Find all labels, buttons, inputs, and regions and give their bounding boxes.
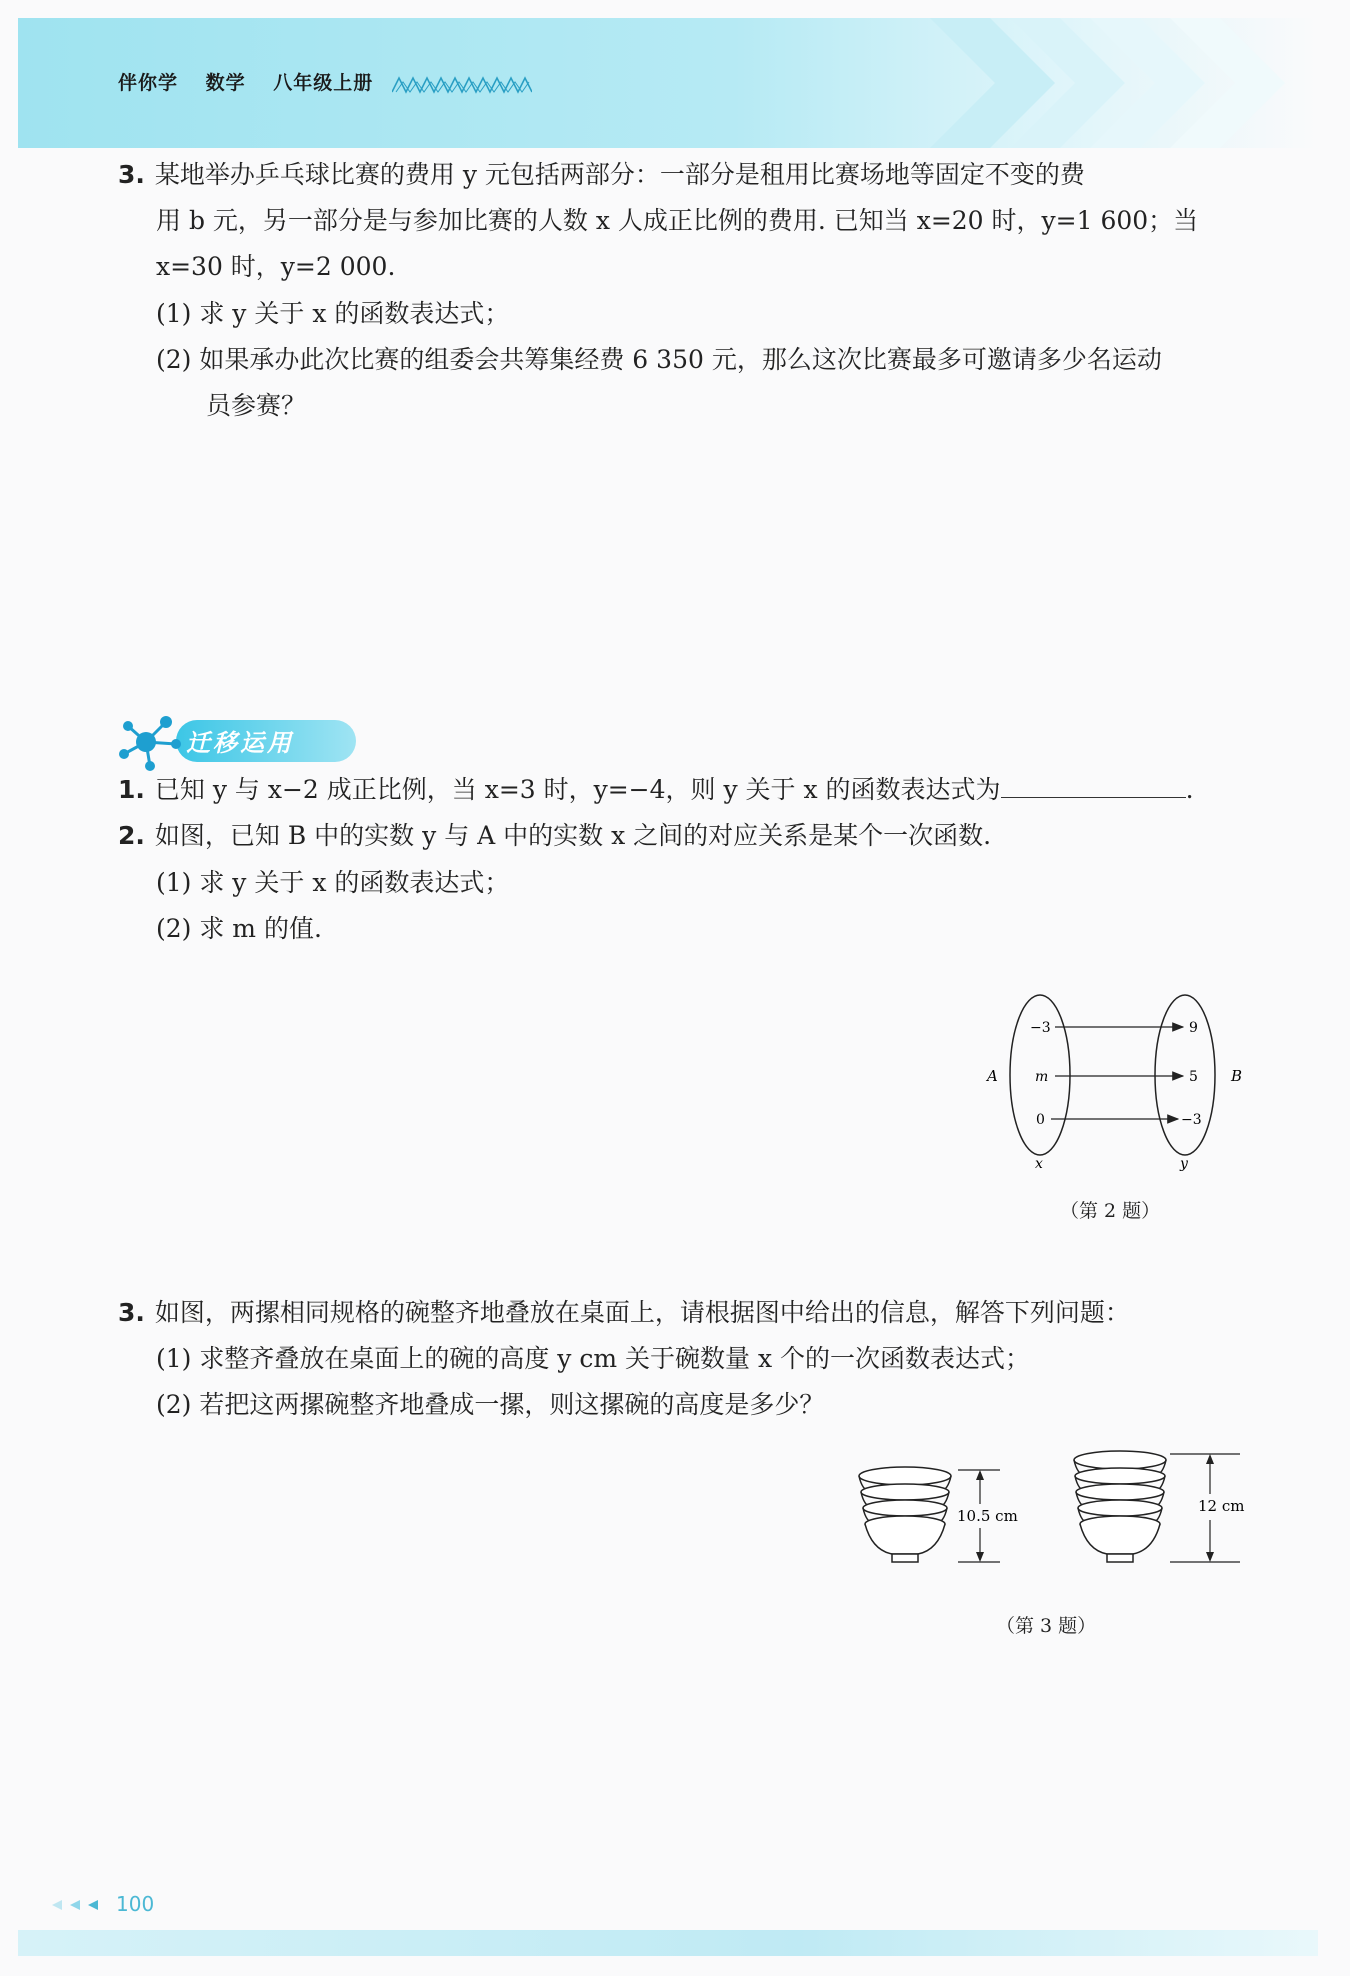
right-stack-height: 12 cm xyxy=(1198,1497,1245,1515)
a-axis-label: x xyxy=(1035,1156,1043,1172)
question-number: 3. xyxy=(118,1298,145,1327)
question-3-line1 xyxy=(118,152,1085,198)
transfer-question-3 xyxy=(118,1290,1130,1336)
transfer-question-2-sub1: (1) 求 y 关于 x 的函数表达式； xyxy=(156,868,510,897)
header-book: 伴你学 xyxy=(118,72,179,94)
molecule-icon xyxy=(116,714,196,774)
b-value-2: −3 xyxy=(1181,1112,1202,1128)
transfer-question-2-sub2: (2) 求 m 的值. xyxy=(156,914,322,943)
set-a-label: A xyxy=(987,1067,998,1085)
transfer-question-2 xyxy=(118,813,991,859)
set-b-label: B xyxy=(1231,1067,1243,1085)
header-grade: 八年级上册 xyxy=(273,72,374,94)
question-text: 某地举办乒乓球比赛的费用 y 元包括两部分：一部分是租用比赛场地等固定不变的费 xyxy=(154,160,1085,189)
left-stack-height: 10.5 cm xyxy=(957,1507,1018,1525)
transfer-question-3-sub1: (1) 求整齐叠放在桌面上的碗的高度 y cm 关于碗数量 x 个的一次函数表达式； xyxy=(156,1344,1031,1373)
question-3-line3: x=30 时，y=2 000. xyxy=(156,252,396,281)
a-value-1: m xyxy=(1035,1069,1049,1085)
mapping-diagram xyxy=(975,985,1255,1175)
answer-blank[interactable] xyxy=(1001,775,1186,798)
section-title: 迁移运用 xyxy=(186,729,294,757)
bowls-figure xyxy=(850,1448,1260,1598)
question-text: 如图，两摞相同规格的碗整齐地叠放在桌面上，请根据图中给出的信息，解答下列问题： xyxy=(154,1298,1130,1327)
b-value-0: 9 xyxy=(1189,1020,1198,1036)
figure-3-caption: （第 3 题） xyxy=(996,1615,1097,1637)
question-3-sub1: (1) 求 y 关于 x 的函数表达式； xyxy=(156,299,510,328)
question-text: 如图，已知 B 中的实数 y 与 A 中的实数 x 之间的对应关系是某个一次函数. xyxy=(154,821,992,850)
set-b-ellipse xyxy=(1155,995,1215,1155)
question-number: 2. xyxy=(118,821,145,850)
transfer-question-1 xyxy=(118,767,1194,813)
question-text: 已知 y 与 x−2 成正比例，当 x=3 时，y=−4，则 y 关于 x 的函数表达式为 xyxy=(154,775,1001,804)
question-3-sub2-line2: 员参赛？ xyxy=(206,391,307,420)
question-number: 3. xyxy=(118,160,145,189)
b-axis-label: y xyxy=(1180,1156,1188,1172)
header-title xyxy=(118,68,393,95)
left-bowl-stack xyxy=(859,1467,951,1562)
figure-2-caption: （第 2 题） xyxy=(1060,1200,1161,1222)
header-subject: 数学 xyxy=(205,72,246,94)
question-3-sub2-line1: (2) 如果承办此次比赛的组委会共筹集经费 6 350 元，那么这次比赛最多可邀请多少名运动 xyxy=(156,345,1162,374)
zigzag-ornament xyxy=(392,74,532,94)
transfer-question-3-sub2: (2) 若把这两摞碗整齐地叠成一摞，则这摞碗的高度是多少？ xyxy=(156,1390,825,1419)
page-number: 100 xyxy=(116,1892,155,1916)
question-3-line2: 用 b 元，另一部分是与参加比赛的人数 x 人成正比例的费用. 已知当 x=20 时，y=1 600；当 xyxy=(156,206,1199,235)
section-badge xyxy=(116,714,356,764)
question-number: 1. xyxy=(118,775,145,804)
a-value-0: −3 xyxy=(1030,1020,1051,1036)
right-bowl-stack xyxy=(1074,1451,1166,1562)
chevron-decoration xyxy=(930,18,1340,148)
footer-band xyxy=(18,1930,1318,1956)
question-end: . xyxy=(1185,775,1194,804)
footer-arrows-icon xyxy=(52,1898,112,1912)
a-value-2: 0 xyxy=(1036,1112,1045,1128)
b-value-1: 5 xyxy=(1189,1069,1198,1085)
